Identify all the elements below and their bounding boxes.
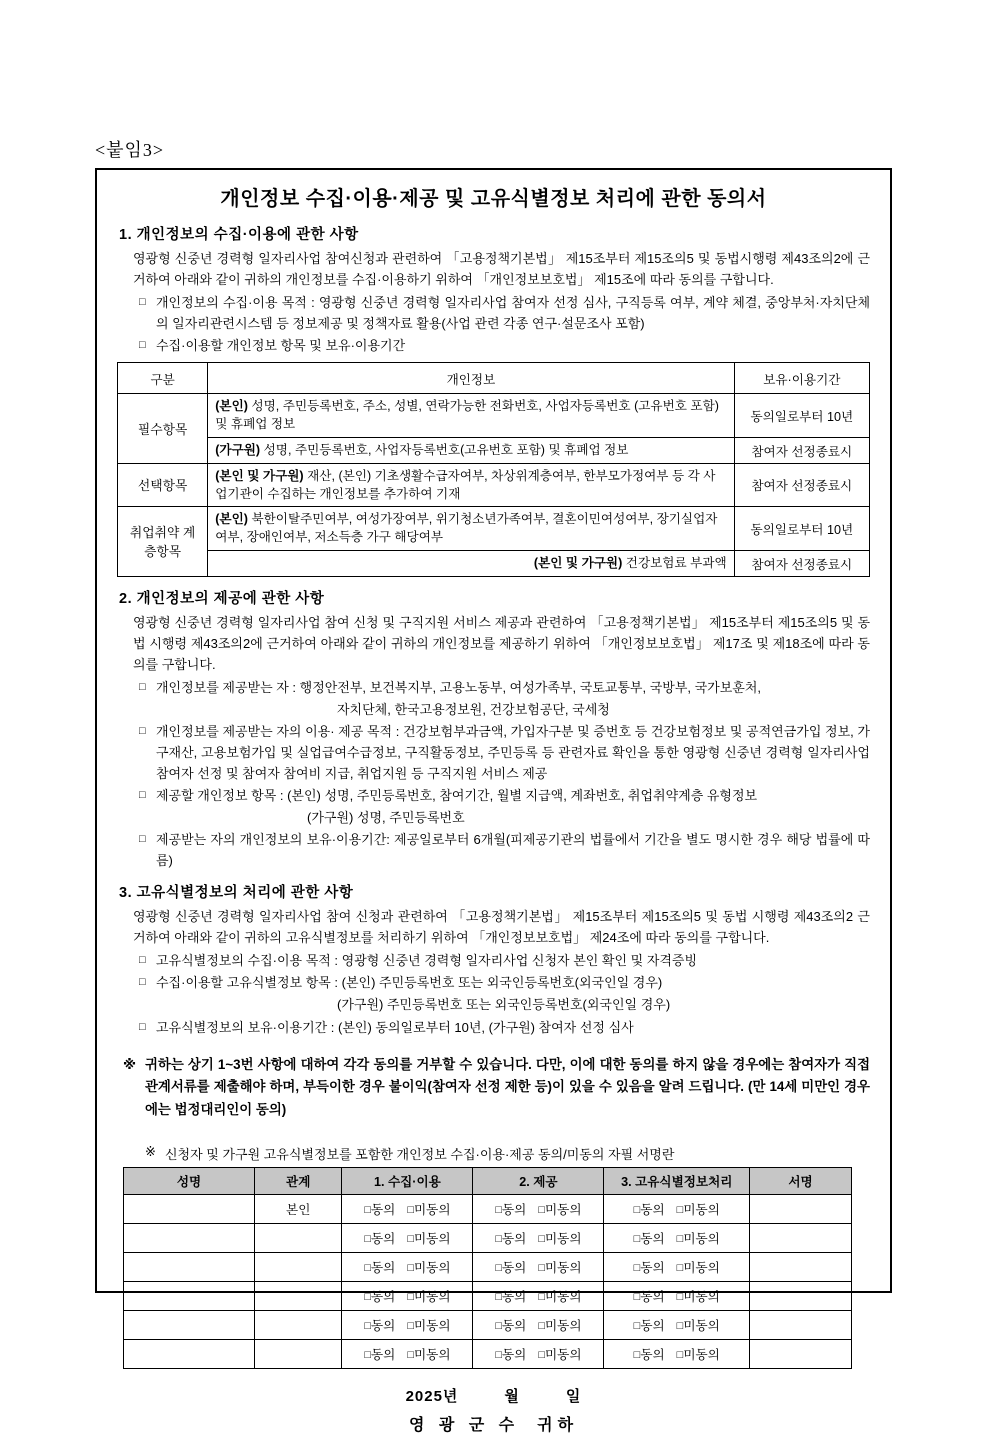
agree-label: 동의 (502, 1261, 527, 1276)
checkbox-icon: □ (407, 1204, 414, 1217)
col-header-retention: 보유·이용기간 (734, 363, 869, 394)
section2-heading: 2. 개인정보의 제공에 관한 사항 (119, 590, 325, 607)
agree-label: 동의 (640, 1203, 665, 1218)
section3-bullet2-continuation: (가구원) 주민등록번호 또는 외국인등록번호(외국인일 경우) (337, 997, 671, 1013)
agree-label: 동의 (370, 1348, 396, 1363)
checkbox-icon: □ (676, 1204, 684, 1217)
disagree-label: 미동의 (413, 1348, 451, 1363)
signature-cell (750, 1310, 852, 1339)
signature-row (124, 1339, 852, 1368)
info-cell (208, 437, 734, 463)
checkbox-icon: □ (364, 1320, 371, 1333)
section1-bullet1-text: 개인정보의 수집·이용 목적 : 영광형 신중년 경력형 일자리사업 참여자 선정 심사, 구직등록 여부, 계약 체결, 중앙부처·자치단체의 일자리관련시스템 등 정보제공 및 정책자료 활용(사업 관련 각종 연구·설문조사 포함) (156, 295, 870, 332)
addressee-name: 영 광 군 수 (408, 1416, 520, 1434)
checkbox-icon: □ (364, 1349, 371, 1362)
section2-bullet-items (139, 785, 870, 806)
disagree-label: 미동의 (683, 1319, 720, 1334)
agree-label: 동의 (502, 1348, 527, 1363)
signature-row (124, 1310, 852, 1339)
checkbox-icon: □ (364, 1262, 371, 1275)
consent-cell-collection (342, 1339, 473, 1368)
consent-cell-provision (473, 1223, 604, 1252)
disagree-label: 미동의 (413, 1261, 451, 1276)
category-vulnerable: 취업취약 계층항목 (118, 507, 208, 577)
checkbox-icon: □ (633, 1291, 641, 1304)
consent-cell-provision (473, 1339, 604, 1368)
checkbox-icon: □ (676, 1262, 684, 1275)
consent-cell-collection (342, 1281, 473, 1310)
checkbox-icon: □ (633, 1204, 641, 1217)
disagree-label: 미동의 (545, 1348, 582, 1363)
subject-label: (본인 및 가구원) (215, 468, 304, 483)
section3-bullet-items (139, 972, 870, 993)
section2-bullet3-continuation: (가구원) 성명, 주민등록번호 (307, 810, 465, 826)
square-bullet-icon: □ (139, 724, 146, 737)
info-cell (208, 394, 734, 438)
disagree-label: 미동의 (683, 1348, 720, 1363)
square-bullet-icon: □ (139, 976, 146, 989)
signature-table-caption (145, 1144, 870, 1163)
attachment-label: <붙임3> (95, 140, 165, 160)
agree-label: 동의 (640, 1348, 665, 1363)
checkbox-icon: □ (495, 1204, 503, 1217)
retention-cell: 참여자 선정종료시 (734, 463, 869, 507)
checkbox-icon: □ (495, 1349, 503, 1362)
subject-label: (본인 및 가구원) (533, 556, 623, 571)
section1-intro: 영광형 신중년 경력형 일자리사업 참여신청과 관련하여 「고용정책기본법」 제15조부터 제15조의5 및 동법시행령 제43조의2에 근거하여 아래와 같이 귀하의 개인정보를 수집·이용하기 위하여 「개인정보보호법」 제15조에 따라 동의를 구합니다. (133, 251, 870, 288)
signature-cell (750, 1339, 852, 1368)
checkbox-icon: □ (538, 1291, 546, 1304)
checkbox-icon: □ (495, 1291, 503, 1304)
section-collection-use (117, 223, 870, 577)
info-cell (208, 550, 734, 576)
section1-bullet-items (139, 335, 870, 356)
disagree-label: 미동의 (545, 1232, 582, 1247)
name-cell (124, 1223, 255, 1252)
form-title: 개인정보 수집·이용·제공 및 고유식별정보 처리에 관한 동의서 (220, 188, 767, 210)
info-cell (208, 463, 734, 507)
consent-cell-provision (473, 1281, 604, 1310)
subject-label: (가구원) (215, 443, 261, 458)
signature-row (124, 1281, 852, 1310)
table-row (118, 550, 870, 576)
section2-intro: 영광형 신중년 경력형 일자리사업 참여 신청 및 구직지원 서비스 제공과 관련하여 「고용정책기본법」 제15조부터 제15조의5 및 동법 시행령 제43조의2에 근거하여 아래와 같이 귀하의 개인정보를 제공하기 위하여 「개인정보보호법」 제17조 및 제18조에 따라 동의를 구합니다. (133, 614, 870, 672)
section3-bullet-retention (139, 1017, 870, 1038)
col-header-unique-id: 3. 고유식별정보처리 (604, 1167, 750, 1194)
agree-label: 동의 (640, 1290, 665, 1305)
section2-bullet1-continuation: 자치단체, 한국고용정보원, 건강보험공단, 국세청 (337, 701, 610, 717)
consent-cell-collection (342, 1223, 473, 1252)
checkbox-icon: □ (633, 1262, 641, 1275)
signature-cell (750, 1194, 852, 1223)
checkbox-icon: □ (538, 1349, 546, 1362)
consent-cell-provision (473, 1310, 604, 1339)
agree-label: 동의 (370, 1232, 396, 1247)
agree-label: 동의 (640, 1319, 665, 1334)
col-header-personal-info: 개인정보 (208, 363, 734, 394)
relation-cell: 본인 (255, 1194, 342, 1223)
subject-label: (본인) (215, 512, 248, 527)
section2-bullet-purpose (139, 721, 870, 784)
name-cell (124, 1252, 255, 1281)
checkbox-icon: □ (633, 1320, 641, 1333)
section2-bullet3-text: 제공할 개인정보 항목 : (본인) 성명, 주민등록번호, 참여기간, 월별 지급액, 계좌번호, 취업취약계층 유형정보 (156, 788, 758, 804)
disagree-label: 미동의 (683, 1290, 720, 1305)
checkbox-icon: □ (676, 1233, 684, 1246)
name-cell (124, 1339, 255, 1368)
checkbox-icon: □ (538, 1320, 546, 1333)
col-header-category: 구분 (118, 363, 208, 394)
section3-heading: 3. 고유식별정보의 처리에 관한 사항 (119, 885, 354, 902)
relation-cell (255, 1310, 342, 1339)
info-text: 북한이탈주민여부, 여성가장여부, 위기청소년가족여부, 결혼이민여성여부, 장기실업자여부, 장애인여부, 저소득층 가구 해당여부 (215, 512, 718, 545)
square-bullet-icon: □ (139, 789, 146, 802)
table-header-row (118, 363, 870, 394)
checkbox-icon: □ (676, 1349, 684, 1362)
category-optional: 선택항목 (118, 463, 208, 507)
section1-heading: 1. 개인정보의 수집·이용에 관한 사항 (119, 227, 359, 243)
disagree-label: 미동의 (413, 1203, 451, 1218)
agree-label: 동의 (370, 1290, 396, 1305)
signature-cell (750, 1252, 852, 1281)
section1-bullet-purpose (139, 292, 870, 334)
checkbox-icon: □ (676, 1320, 684, 1333)
section2-bullet1-text: 개인정보를 제공받는 자 : 행정안전부, 보건복지부, 고용노동부, 여성가족부, 국토교통부, 국방부, 국가보훈처, (156, 679, 762, 695)
agree-label: 동의 (502, 1290, 527, 1305)
checkbox-icon: □ (633, 1233, 641, 1246)
relation-cell (255, 1252, 342, 1281)
relation-cell (255, 1223, 342, 1252)
square-bullet-icon: □ (139, 296, 146, 309)
col-header-provision: 2. 제공 (473, 1167, 604, 1194)
square-bullet-icon: □ (139, 1020, 146, 1033)
consent-cell-unique-id (604, 1339, 750, 1368)
consent-cell-collection (342, 1194, 473, 1223)
refusal-notice-text: 귀하는 상기 1~3번 사항에 대하여 각각 동의를 거부할 수 있습니다. 다만, 이에 대한 동의를 하지 않을 경우에는 참여자가 직접 관계서류를 제출해야 하며, 부득이한 경우 불이익(참여자 선정 제한 등)이 있을 수 있음을 알려 드립니다. (만 14세 미만인 경우에는 법정대리인이 동의) (145, 1056, 870, 1118)
personal-info-table (117, 362, 870, 577)
disagree-label: 미동의 (545, 1203, 582, 1218)
info-text: 건강보험료 부과액 (625, 556, 727, 571)
table-row (118, 394, 870, 438)
checkbox-icon: □ (407, 1291, 414, 1304)
section3-bullet-purpose (139, 950, 870, 971)
name-cell (124, 1310, 255, 1339)
checkbox-icon: □ (364, 1233, 371, 1246)
retention-cell: 참여자 선정종료시 (734, 437, 869, 463)
checkbox-icon: □ (407, 1349, 414, 1362)
col-header-name: 성명 (124, 1167, 255, 1194)
signature-row (124, 1223, 852, 1252)
date-year: 2025년 (405, 1387, 459, 1405)
agree-label: 동의 (502, 1203, 527, 1218)
agree-label: 동의 (502, 1232, 527, 1247)
signature-caption-text: 신청자 및 가구원 고유식별정보를 포함한 개인정보 수집·이용·제공 동의/미동의 자필 서명란 (165, 1146, 675, 1162)
relation-cell (255, 1339, 342, 1368)
section2-bullet-recipients (139, 677, 870, 698)
subject-label: (본인) (215, 399, 248, 414)
checkbox-icon: □ (538, 1204, 546, 1217)
checkbox-icon: □ (407, 1320, 414, 1333)
signature-header-row (124, 1167, 852, 1194)
checkbox-icon: □ (538, 1262, 546, 1275)
consent-cell-unique-id (604, 1194, 750, 1223)
consent-cell-unique-id (604, 1252, 750, 1281)
disagree-label: 미동의 (545, 1290, 582, 1305)
reference-mark-icon: ※ (123, 1056, 137, 1072)
disagree-label: 미동의 (683, 1203, 720, 1218)
refusal-notice (123, 1054, 870, 1122)
square-bullet-icon: □ (139, 680, 146, 693)
consent-cell-collection (342, 1252, 473, 1281)
consent-cell-collection (342, 1310, 473, 1339)
disagree-label: 미동의 (545, 1261, 582, 1276)
agree-label: 동의 (370, 1319, 396, 1334)
signature-row (124, 1252, 852, 1281)
agree-label: 동의 (640, 1261, 665, 1276)
section3-intro: 영광형 신중년 경력형 일자리사업 참여 신청과 관련하여 「고용정책기본법」 제15조부터 제15조의5 및 동법 시행령 제43조의2 근거하여 아래와 같이 귀하의 고유식별정보를 처리하기 위하여 「개인정보보호법」 제24조에 따라 동의를 구합니다. (133, 909, 870, 946)
table-row (118, 437, 870, 463)
consent-cell-unique-id (604, 1310, 750, 1339)
section3-bullet3-text: 고유식별정보의 보유·이용기간 : (본인) 동의일로부터 10년, (가구원) 참여자 선정 심사 (156, 1019, 634, 1035)
table-row (118, 463, 870, 507)
retention-cell: 동의일로부터 10년 (734, 394, 869, 438)
category-required: 필수항목 (118, 394, 208, 464)
consent-cell-unique-id (604, 1281, 750, 1310)
disagree-label: 미동의 (413, 1232, 451, 1247)
consent-cell-provision (473, 1252, 604, 1281)
info-text: 성명, 주민등록번호, 주소, 성별, 연락가능한 전화번호, 사업자등록번호 (고유번호 포함) 및 휴폐업 정보 (215, 399, 719, 432)
agree-label: 동의 (370, 1203, 396, 1218)
disagree-label: 미동의 (413, 1290, 451, 1305)
disagree-label: 미동의 (413, 1319, 451, 1334)
checkbox-icon: □ (364, 1204, 371, 1217)
signature-cell (750, 1281, 852, 1310)
date-month: 월 (504, 1387, 520, 1405)
agree-label: 동의 (370, 1261, 396, 1276)
consent-cell-provision (473, 1194, 604, 1223)
addressee-suffix: 귀하 (537, 1416, 579, 1434)
signature-cell (750, 1223, 852, 1252)
square-bullet-icon: □ (139, 339, 146, 352)
section3-bullet2-text: 수집·이용할 고유식별정보 항목 : (본인) 주민등록번호 또는 외국인등록번호(외국인일 경우) (156, 975, 663, 991)
signature-table (123, 1167, 852, 1369)
agree-label: 동의 (502, 1319, 527, 1334)
checkbox-icon: □ (495, 1233, 503, 1246)
disagree-label: 미동의 (683, 1232, 720, 1247)
consent-form (95, 168, 892, 1434)
checkbox-icon: □ (495, 1320, 503, 1333)
square-bullet-icon: □ (139, 954, 146, 967)
section2-bullet4-text: 제공받는 자의 개인정보의 보유·이용기간: 제공일로부터 6개월(피제공기관의 법률에서 기간을 별도 명시한 경우 해당 법률에 따름) (156, 832, 870, 869)
checkbox-icon: □ (495, 1262, 503, 1275)
section-provision (117, 587, 870, 872)
checkbox-icon: □ (633, 1349, 641, 1362)
section2-bullet-retention (139, 829, 870, 871)
col-header-collection: 1. 수집·이용 (342, 1167, 473, 1194)
checkbox-icon: □ (407, 1262, 414, 1275)
retention-cell: 참여자 선정종료시 (734, 550, 869, 576)
info-cell (208, 507, 734, 551)
checkbox-icon: □ (407, 1233, 414, 1246)
signature-row (124, 1194, 852, 1223)
section2-bullet2-text: 개인정보를 제공받는 자의 이용· 제공 목적 : 건강보험부과금액, 가입자구분 및 증번호 등 건강보험정보 및 공적연금가입 정보, 가구재산, 고용보험가입 및 실업급여수급정보, 구직활동정보, 주민등록 등 관련자료 확인을 통한 영광형 신중년 경력형 일자리사업 참여자 선정 및 참여자 참여비 지급, 취업지원 등 구직지원 서비스 제공 (156, 723, 870, 782)
name-cell (124, 1281, 255, 1310)
agree-label: 동의 (640, 1232, 665, 1247)
checkbox-icon: □ (364, 1291, 371, 1304)
section1-bullet2-text: 수집·이용할 개인정보 항목 및 보유·이용기간 (156, 338, 406, 354)
retention-cell: 동의일로부터 10년 (734, 507, 869, 551)
date-day: 일 (565, 1387, 582, 1405)
square-bullet-icon: □ (139, 833, 146, 846)
section-unique-id (117, 881, 870, 1037)
col-header-relation: 관계 (255, 1167, 342, 1194)
table-row (118, 507, 870, 551)
checkbox-icon: □ (538, 1233, 546, 1246)
relation-cell (255, 1281, 342, 1310)
checkbox-icon: □ (676, 1291, 684, 1304)
disagree-label: 미동의 (545, 1319, 582, 1334)
info-text: 재산, (본인) 기초생활수급자여부, 차상위계층여부, 한부모가정여부 등 각 사업기관이 수집하는 개인정보를 추가하여 기재 (215, 468, 716, 501)
section3-bullet1-text: 고유식별정보의 수집·이용 목적 : 영광형 신중년 경력형 일자리사업 신청자 본인 확인 및 자격증빙 (156, 953, 698, 969)
info-text: 성명, 주민등록번호, 사업자등록번호(고유번호 포함) 및 휴폐업 정보 (263, 443, 629, 458)
name-cell (124, 1194, 255, 1223)
consent-cell-unique-id (604, 1223, 750, 1252)
disagree-label: 미동의 (683, 1261, 720, 1276)
form-addressee (117, 1412, 870, 1435)
reference-mark-icon: ※ (145, 1143, 156, 1159)
col-header-signature: 서명 (750, 1167, 852, 1194)
